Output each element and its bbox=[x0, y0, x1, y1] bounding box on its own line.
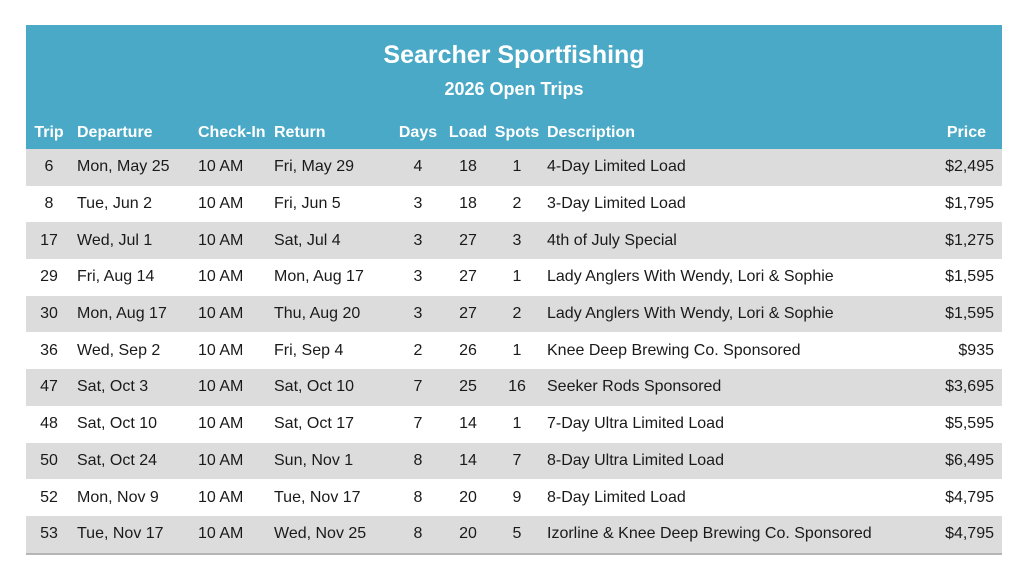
load-cell: 14 bbox=[459, 451, 477, 469]
return-cell: Thu, Aug 20 bbox=[274, 305, 361, 323]
price-cell: $1,595 bbox=[945, 305, 994, 323]
spots-cell: 1 bbox=[512, 158, 522, 176]
load-cell: 18 bbox=[459, 158, 477, 176]
trip-number-cell: 36 bbox=[40, 341, 58, 359]
spots-cell: 2 bbox=[512, 195, 522, 213]
spots-cell: 1 bbox=[512, 268, 522, 286]
column-header-checkin: Check-In bbox=[198, 124, 266, 141]
load-cell: 20 bbox=[459, 488, 477, 506]
table-row bbox=[26, 369, 1002, 406]
checkin-cell: 10 AM bbox=[198, 451, 244, 469]
departure-cell: Sat, Oct 10 bbox=[77, 415, 158, 433]
departure-cell: Fri, Aug 14 bbox=[77, 268, 155, 286]
return-cell: Sat, Jul 4 bbox=[274, 231, 341, 249]
departure-cell: Tue, Jun 2 bbox=[77, 195, 153, 213]
table-row bbox=[26, 443, 1002, 480]
days-cell: 8 bbox=[413, 525, 423, 543]
checkin-cell: 10 AM bbox=[198, 268, 244, 286]
description-cell: 8-Day Ultra Limited Load bbox=[547, 451, 724, 469]
column-headers bbox=[26, 124, 1002, 146]
column-header-return: Return bbox=[274, 124, 326, 141]
load-cell: 27 bbox=[459, 231, 477, 249]
load-cell: 27 bbox=[459, 305, 477, 323]
price-cell: $935 bbox=[958, 341, 994, 359]
description-cell: Knee Deep Brewing Co. Sponsored bbox=[547, 341, 801, 359]
load-cell: 26 bbox=[459, 341, 477, 359]
page-title: Searcher Sportfishing bbox=[383, 41, 645, 69]
description-cell: 7-Day Ultra Limited Load bbox=[547, 415, 724, 433]
departure-cell: Tue, Nov 17 bbox=[77, 525, 164, 543]
checkin-cell: 10 AM bbox=[198, 415, 244, 433]
return-cell: Fri, Jun 5 bbox=[274, 195, 341, 213]
return-cell: Sat, Oct 10 bbox=[274, 378, 355, 396]
price-cell: $1,795 bbox=[945, 195, 994, 213]
table-row bbox=[26, 516, 1002, 553]
days-cell: 3 bbox=[413, 268, 423, 286]
price-cell: $1,595 bbox=[945, 268, 994, 286]
trip-number-cell: 47 bbox=[40, 378, 58, 396]
spots-cell: 5 bbox=[512, 525, 522, 543]
description-cell: 4th of July Special bbox=[547, 231, 677, 249]
days-cell: 8 bbox=[413, 488, 423, 506]
trip-number-cell: 50 bbox=[40, 451, 58, 469]
trip-number-cell: 30 bbox=[40, 305, 58, 323]
column-header-spots: Spots bbox=[494, 124, 540, 141]
checkin-cell: 10 AM bbox=[198, 378, 244, 396]
checkin-cell: 10 AM bbox=[198, 195, 244, 213]
table-row bbox=[26, 186, 1002, 223]
trip-number-cell: 48 bbox=[40, 415, 58, 433]
checkin-cell: 10 AM bbox=[198, 525, 244, 543]
price-cell: $4,795 bbox=[945, 525, 994, 543]
days-cell: 3 bbox=[413, 231, 423, 249]
table-header bbox=[26, 25, 1002, 149]
days-cell: 4 bbox=[413, 158, 423, 176]
load-cell: 18 bbox=[459, 195, 477, 213]
checkin-cell: 10 AM bbox=[198, 231, 244, 249]
days-cell: 7 bbox=[413, 378, 423, 396]
load-cell: 25 bbox=[459, 378, 477, 396]
table-row bbox=[26, 296, 1002, 333]
price-cell: $6,495 bbox=[945, 451, 994, 469]
description-cell: Izorline & Knee Deep Brewing Co. Sponsored bbox=[547, 525, 872, 543]
trip-rows bbox=[26, 149, 1002, 555]
days-cell: 2 bbox=[413, 341, 423, 359]
table-row bbox=[26, 259, 1002, 296]
return-cell: Fri, Sep 4 bbox=[274, 341, 344, 359]
trip-schedule bbox=[26, 25, 1002, 555]
trip-number-cell: 6 bbox=[44, 158, 54, 176]
spots-cell: 9 bbox=[512, 488, 522, 506]
return-cell: Tue, Nov 17 bbox=[274, 488, 361, 506]
load-cell: 27 bbox=[459, 268, 477, 286]
spots-cell: 1 bbox=[512, 415, 522, 433]
return-cell: Sun, Nov 1 bbox=[274, 451, 354, 469]
column-header-description: Description bbox=[547, 124, 636, 141]
price-cell: $5,595 bbox=[945, 415, 994, 433]
departure-cell: Wed, Sep 2 bbox=[77, 341, 161, 359]
description-cell: Lady Anglers With Wendy, Lori & Sophie bbox=[547, 305, 834, 323]
column-header-departure: Departure bbox=[77, 124, 153, 141]
departure-cell: Wed, Jul 1 bbox=[77, 231, 153, 249]
trip-number-cell: 52 bbox=[40, 488, 58, 506]
return-cell: Mon, Aug 17 bbox=[274, 268, 364, 286]
price-cell: $3,695 bbox=[945, 378, 994, 396]
trip-number-cell: 17 bbox=[40, 231, 58, 249]
table-row bbox=[26, 332, 1002, 369]
load-cell: 14 bbox=[459, 415, 477, 433]
spots-cell: 16 bbox=[508, 378, 526, 396]
trip-number-cell: 8 bbox=[44, 195, 54, 213]
table-row bbox=[26, 149, 1002, 186]
days-cell: 3 bbox=[413, 195, 423, 213]
return-cell: Wed, Nov 25 bbox=[274, 525, 367, 543]
description-cell: 3-Day Limited Load bbox=[547, 195, 686, 213]
departure-cell: Mon, Nov 9 bbox=[77, 488, 159, 506]
departure-cell: Sat, Oct 3 bbox=[77, 378, 149, 396]
price-cell: $4,795 bbox=[945, 488, 994, 506]
description-cell: 8-Day Limited Load bbox=[547, 488, 686, 506]
column-header-days: Days bbox=[398, 124, 438, 141]
departure-cell: Mon, May 25 bbox=[77, 158, 170, 176]
spots-cell: 7 bbox=[512, 451, 522, 469]
spots-cell: 1 bbox=[512, 341, 522, 359]
return-cell: Sat, Oct 17 bbox=[274, 415, 355, 433]
checkin-cell: 10 AM bbox=[198, 488, 244, 506]
days-cell: 3 bbox=[413, 305, 423, 323]
price-cell: $1,275 bbox=[945, 231, 994, 249]
checkin-cell: 10 AM bbox=[198, 158, 244, 176]
trip-number-cell: 53 bbox=[40, 525, 58, 543]
days-cell: 7 bbox=[413, 415, 423, 433]
page-subtitle: 2026 Open Trips bbox=[444, 79, 584, 99]
column-header-price: Price bbox=[946, 124, 986, 141]
load-cell: 20 bbox=[459, 525, 477, 543]
spots-cell: 3 bbox=[512, 231, 522, 249]
column-header-trip: Trip bbox=[34, 124, 64, 141]
table-row bbox=[26, 222, 1002, 259]
return-cell: Fri, May 29 bbox=[274, 158, 355, 176]
description-cell: Lady Anglers With Wendy, Lori & Sophie bbox=[547, 268, 834, 286]
column-header-load: Load bbox=[448, 124, 488, 141]
departure-cell: Mon, Aug 17 bbox=[77, 305, 167, 323]
description-cell: 4-Day Limited Load bbox=[547, 158, 686, 176]
price-cell: $2,495 bbox=[945, 158, 994, 176]
checkin-cell: 10 AM bbox=[198, 305, 244, 323]
days-cell: 8 bbox=[413, 451, 423, 469]
table-row bbox=[26, 479, 1002, 516]
departure-cell: Sat, Oct 24 bbox=[77, 451, 158, 469]
checkin-cell: 10 AM bbox=[198, 341, 244, 359]
table-row bbox=[26, 406, 1002, 443]
description-cell: Seeker Rods Sponsored bbox=[547, 378, 722, 396]
spots-cell: 2 bbox=[512, 305, 522, 323]
trip-number-cell: 29 bbox=[40, 268, 58, 286]
